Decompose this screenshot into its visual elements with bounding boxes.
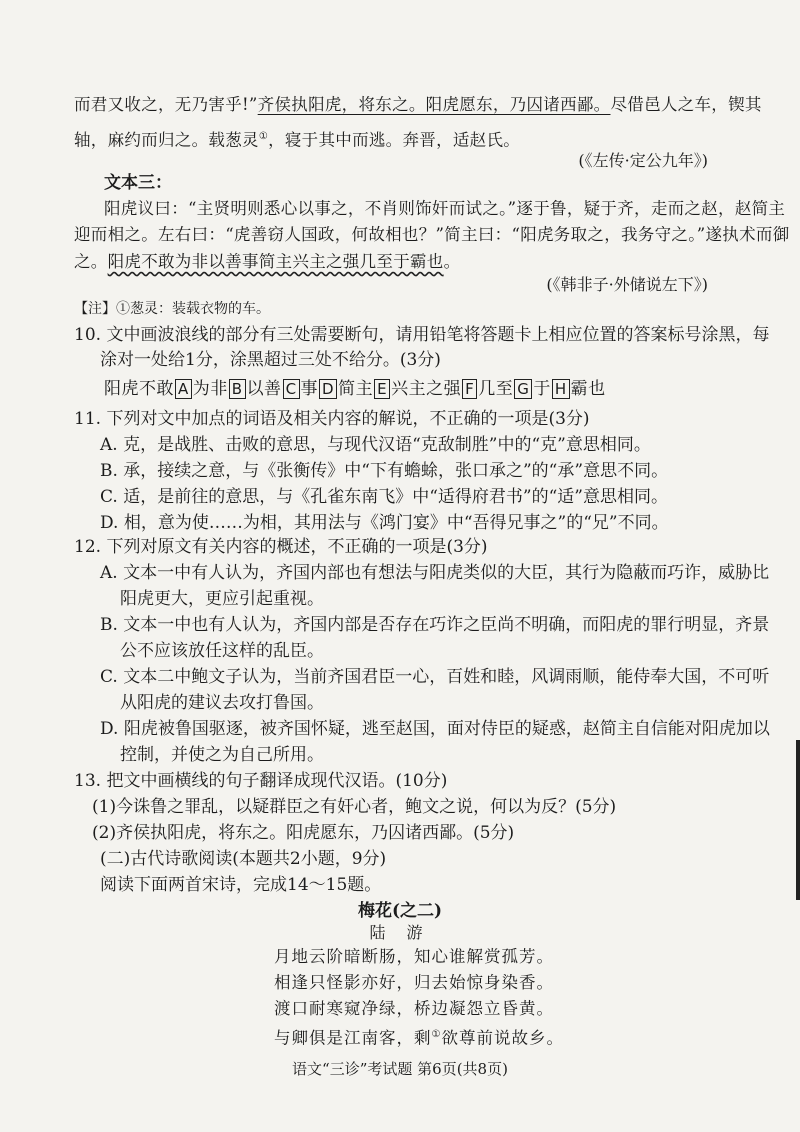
q10-segment: 阳虎不敢 xyxy=(104,379,174,399)
q12-option-d-cont: 控制，并使之为自己所用。 xyxy=(120,745,324,765)
q10-segment: 兴主之强 xyxy=(391,379,462,399)
text1-source: (《左传·定公九年》) xyxy=(578,151,708,170)
footnote-mark: ① xyxy=(258,131,269,142)
section-title: (二)古代诗歌阅读(本题共2小题，9分) xyxy=(100,849,387,869)
poem-line4-post: 欲尊前说故乡。 xyxy=(441,1028,564,1048)
poem-line3: 渡口耐寒窥净绿，桥边凝怨立昏黄。 xyxy=(274,999,554,1018)
q10-segment: 为非 xyxy=(192,379,228,399)
q10-segment: 以善 xyxy=(246,379,282,399)
poem-title: 梅花(之二) xyxy=(357,901,443,921)
text1-line2-pre: 轴，麻约而归之。载葱灵 xyxy=(74,130,259,150)
text1-line2-post: ，寝于其中而逃。奔晋，适赵氏。 xyxy=(268,130,521,150)
text1-line2 xyxy=(74,124,520,154)
q10-segment: 简主 xyxy=(338,379,374,399)
option-box-b[interactable]: B xyxy=(229,379,246,399)
poem-line2: 相逢只怪影亦好，归去始惊身染香。 xyxy=(274,973,554,992)
q11-option-d[interactable]: D. 相，意为使……为相，其用法与《鸿门宴》中“吾得兄事之”的“兄”不同。 xyxy=(100,513,669,533)
q11-option-a[interactable]: A. 克，是战胜、击败的意思，与现代汉语“克敌制胜”中的“克”意思相同。 xyxy=(100,435,651,455)
footnote-mark: ① xyxy=(431,1029,442,1040)
option-box-h[interactable]: H xyxy=(552,379,570,399)
poem-author: 陆 游 xyxy=(369,923,431,942)
text1-line1-post: 尽借邑人之车，锲其 xyxy=(610,95,762,114)
poem-line4-pre: 与卿俱是江南客，剩 xyxy=(274,1028,432,1048)
q10-stem-line2: 涂对一处给1分，涂黑超过三处不给分。(3分) xyxy=(100,350,441,370)
option-box-e[interactable]: E xyxy=(374,379,390,399)
q12-option-a[interactable]: A. 文本一中有人认为，齐国内部也有想法与阳虎类似的大臣，其行为隐蔽而巧诈，威胁比 xyxy=(100,563,770,583)
q12-option-a-cont: 阳虎更大，更应引起重视。 xyxy=(120,589,324,609)
text3-line3-pre: 之。 xyxy=(74,252,108,271)
q11-option-b[interactable]: B. 承，接续之意，与《张衡传》中“下有蟾蜍，张口承之”的“承”意思不同。 xyxy=(100,461,669,481)
option-box-d[interactable]: D xyxy=(319,379,337,399)
text3-heading: 文本三： xyxy=(104,173,172,193)
scan-edge-mark xyxy=(796,740,800,900)
page-footer: 语文“三诊”考试题 第6页(共8页) xyxy=(292,1060,508,1078)
option-box-g[interactable]: G xyxy=(514,379,532,399)
text3-source: (《韩非子·外储说左下》) xyxy=(546,275,708,294)
option-box-f[interactable]: F xyxy=(462,379,477,399)
option-box-c[interactable]: C xyxy=(283,379,300,399)
q11-option-c[interactable]: C. 适，是前往的意思，与《孔雀东南飞》中“适得府君书”的“适”意思相同。 xyxy=(100,487,668,507)
wavy-underlined-passage: 阳虎不敢为非以善事简主兴主之强几至于霸也 xyxy=(107,252,444,271)
q13-sub2: (2)齐侯执阳虎，将东之。阳虎愿东，乃囚诸西鄙。(5分) xyxy=(92,823,515,843)
q12-option-c-cont: 从阳虎的建议去攻打鲁国。 xyxy=(120,693,324,713)
q12-option-d[interactable]: D. 阳虎被鲁国驱逐，被齐国怀疑，逃至赵国，面对侍臣的疑惑，赵简主自信能对阳虎加以 xyxy=(100,719,770,739)
option-box-a[interactable]: A xyxy=(175,379,192,399)
text3-line2: 迎而相之。左右曰：“虎善窃人国政，何故相也？”简主曰：“阳虎务取之，我务守之。”遂执术而御 xyxy=(74,225,790,244)
text3-line3-post: 。 xyxy=(443,252,461,271)
poem-line1: 月地云阶暗断肠，知心谁解赏孤芳。 xyxy=(274,947,554,966)
text1-line1 xyxy=(74,92,762,118)
q12-option-c[interactable]: C. 文本二中鲍文子认为，当前齐国君臣一心，百姓和睦，风调雨顺，能侍奉大国，不可听 xyxy=(100,667,770,687)
text1-line1-pre: 而君又收之，无乃害乎!” xyxy=(74,95,258,114)
annotation-note: 【注】①葱灵：装载衣物的车。 xyxy=(74,301,270,317)
q13-sub1: (1)今诛鲁之罪乱，以疑群臣之有奸心者，鲍文之说，何以为反？(5分) xyxy=(92,797,617,817)
q13-stem: 13. 把文中画横线的句子翻译成现代汉语。(10分) xyxy=(74,771,448,791)
q11-stem: 11. 下列对文中加点的词语及相关内容的解说，不正确的一项是(3分) xyxy=(74,409,590,429)
q12-option-b-cont: 公不应该放任这样的乱臣。 xyxy=(120,641,324,661)
q10-sentence xyxy=(104,376,606,402)
q12-option-b[interactable]: B. 文本一中也有人认为，齐国内部是否存在巧诈之臣尚不明确，而阳虎的罪行明显，齐景 xyxy=(100,615,770,635)
q12-stem: 12. 下列对原文有关内容的概述，不正确的一项是(3分) xyxy=(74,537,488,557)
section-instruction: 阅读下面两首宋诗，完成14～15题。 xyxy=(100,875,382,895)
text3-line3 xyxy=(74,249,460,275)
q10-segment: 事 xyxy=(300,379,319,399)
q10-segment: 霸也 xyxy=(570,379,606,399)
text1-underlined-sentence: 齐侯执阳虎，将东之。阳虎愿东，乃囚诸西鄙。 xyxy=(257,95,611,114)
poem-line4 xyxy=(274,1022,564,1052)
q10-stem-line1: 10. 文中画波浪线的部分有三处需要断句，请用铅笔将答题卡上相应位置的答案标号涂黑，每 xyxy=(74,325,770,345)
text3-line1: 阳虎议曰：“主贤明则悉心以事之，不肖则饰奸而试之。”逐于鲁，疑于齐，走而之赵，赵简主 xyxy=(104,199,786,218)
q10-segment: 几至 xyxy=(478,379,514,399)
q10-segment: 于 xyxy=(533,379,551,399)
